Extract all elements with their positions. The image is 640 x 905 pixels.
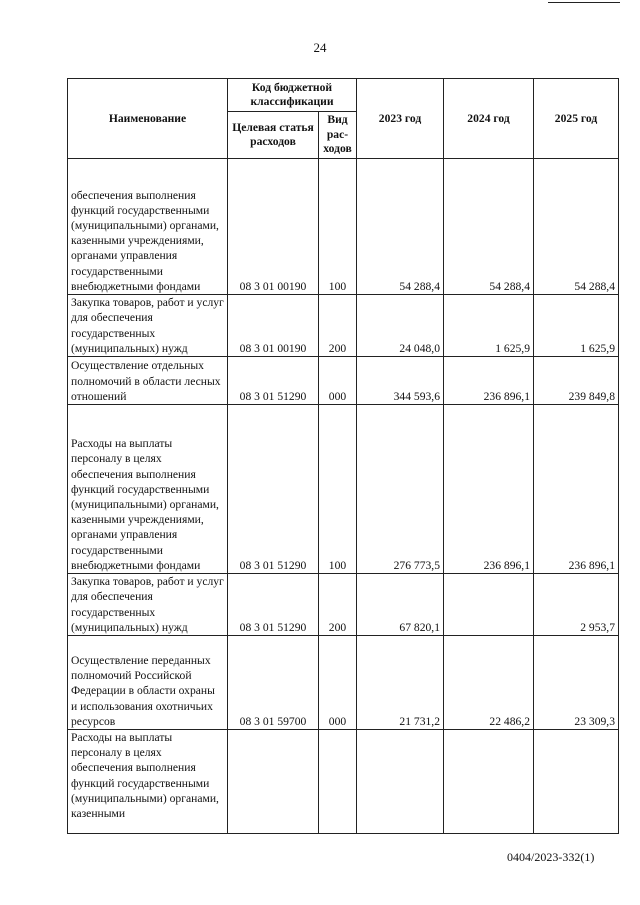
row-target-article: 08 3 01 51290 (228, 357, 319, 405)
row-value-2023: 21 731,2 (357, 636, 444, 730)
row-target-article: 08 3 01 00190 (228, 159, 319, 295)
row-value-2024 (444, 574, 534, 636)
table-row (68, 159, 619, 295)
row-target-article: 08 3 01 00190 (228, 295, 319, 357)
row-expense-type: 000 (319, 636, 357, 730)
budget-table (67, 78, 619, 834)
row-value-2025: 23 309,3 (534, 636, 619, 730)
table-row (68, 357, 619, 405)
row-value-2025 (534, 730, 619, 834)
row-target-article: 08 3 01 59700 (228, 636, 319, 730)
row-value-2025: 239 849,8 (534, 357, 619, 405)
row-name: Расходы на выплаты персоналу в целях обеспечения выполнения функций государственными (муниципальными) органами, казенными учреждениями, органами управления государственными внебюджетными фондами (68, 405, 228, 574)
row-value-2023 (357, 730, 444, 834)
table-row (68, 405, 619, 574)
row-expense-type: 000 (319, 357, 357, 405)
row-target-article: 08 3 01 51290 (228, 405, 319, 574)
row-expense-type: 100 (319, 405, 357, 574)
row-expense-type: 100 (319, 159, 357, 295)
row-name: Расходы на выплаты персоналу в целях обеспечения выполнения функций государственными (муниципальными) органами, казенными (68, 730, 228, 834)
table-row (68, 730, 619, 834)
page-number: 24 (313, 40, 327, 55)
row-value-2023: 344 593,6 (357, 357, 444, 405)
row-value-2025: 54 288,4 (534, 159, 619, 295)
row-expense-type: 200 (319, 574, 357, 636)
row-value-2023: 24 048,0 (357, 295, 444, 357)
header-expense-type: Вид рас-ходов (319, 112, 357, 159)
row-value-2024: 54 288,4 (444, 159, 534, 295)
row-expense-type: 200 (319, 295, 357, 357)
header-name: Наименование (68, 79, 228, 159)
row-target-article (228, 730, 319, 834)
table-row (68, 574, 619, 636)
row-value-2023: 54 288,4 (357, 159, 444, 295)
row-value-2024: 1 625,9 (444, 295, 534, 357)
row-name: Осуществление переданных полномочий Российской Федерации в области охраны и использования охотничьих ресурсов (68, 636, 228, 730)
row-value-2025: 1 625,9 (534, 295, 619, 357)
header-target-article: Целевая статья расходов (228, 112, 319, 159)
row-value-2025: 236 896,1 (534, 405, 619, 574)
row-name: Осуществление отдельных полномочий в области лесных отношений (68, 357, 228, 405)
document-code: 0404/2023-332(1) (507, 850, 595, 864)
top-rule (548, 2, 620, 3)
row-value-2023: 276 773,5 (357, 405, 444, 574)
row-value-2023: 67 820,1 (357, 574, 444, 636)
header-code-group: Код бюджетной классификации (228, 79, 357, 112)
table-row (68, 295, 619, 357)
row-value-2024: 22 486,2 (444, 636, 534, 730)
row-expense-type (319, 730, 357, 834)
header-year-2025: 2025 год (534, 79, 619, 159)
row-value-2024 (444, 730, 534, 834)
header-year-2024: 2024 год (444, 79, 534, 159)
row-name: Закупка товаров, работ и услуг для обеспечения государственных (муниципальных) нужд (68, 574, 228, 636)
header-year-2023: 2023 год (357, 79, 444, 159)
row-target-article: 08 3 01 51290 (228, 574, 319, 636)
table-row (68, 636, 619, 730)
row-value-2025: 2 953,7 (534, 574, 619, 636)
row-value-2024: 236 896,1 (444, 405, 534, 574)
row-name: обеспечения выполнения функций государственными (муниципальными) органами, казенными учреждениями, органами управления государственными внебюджетными фондами (68, 159, 228, 295)
row-name: Закупка товаров, работ и услуг для обеспечения государственных (муниципальных) нужд (68, 295, 228, 357)
row-value-2024: 236 896,1 (444, 357, 534, 405)
